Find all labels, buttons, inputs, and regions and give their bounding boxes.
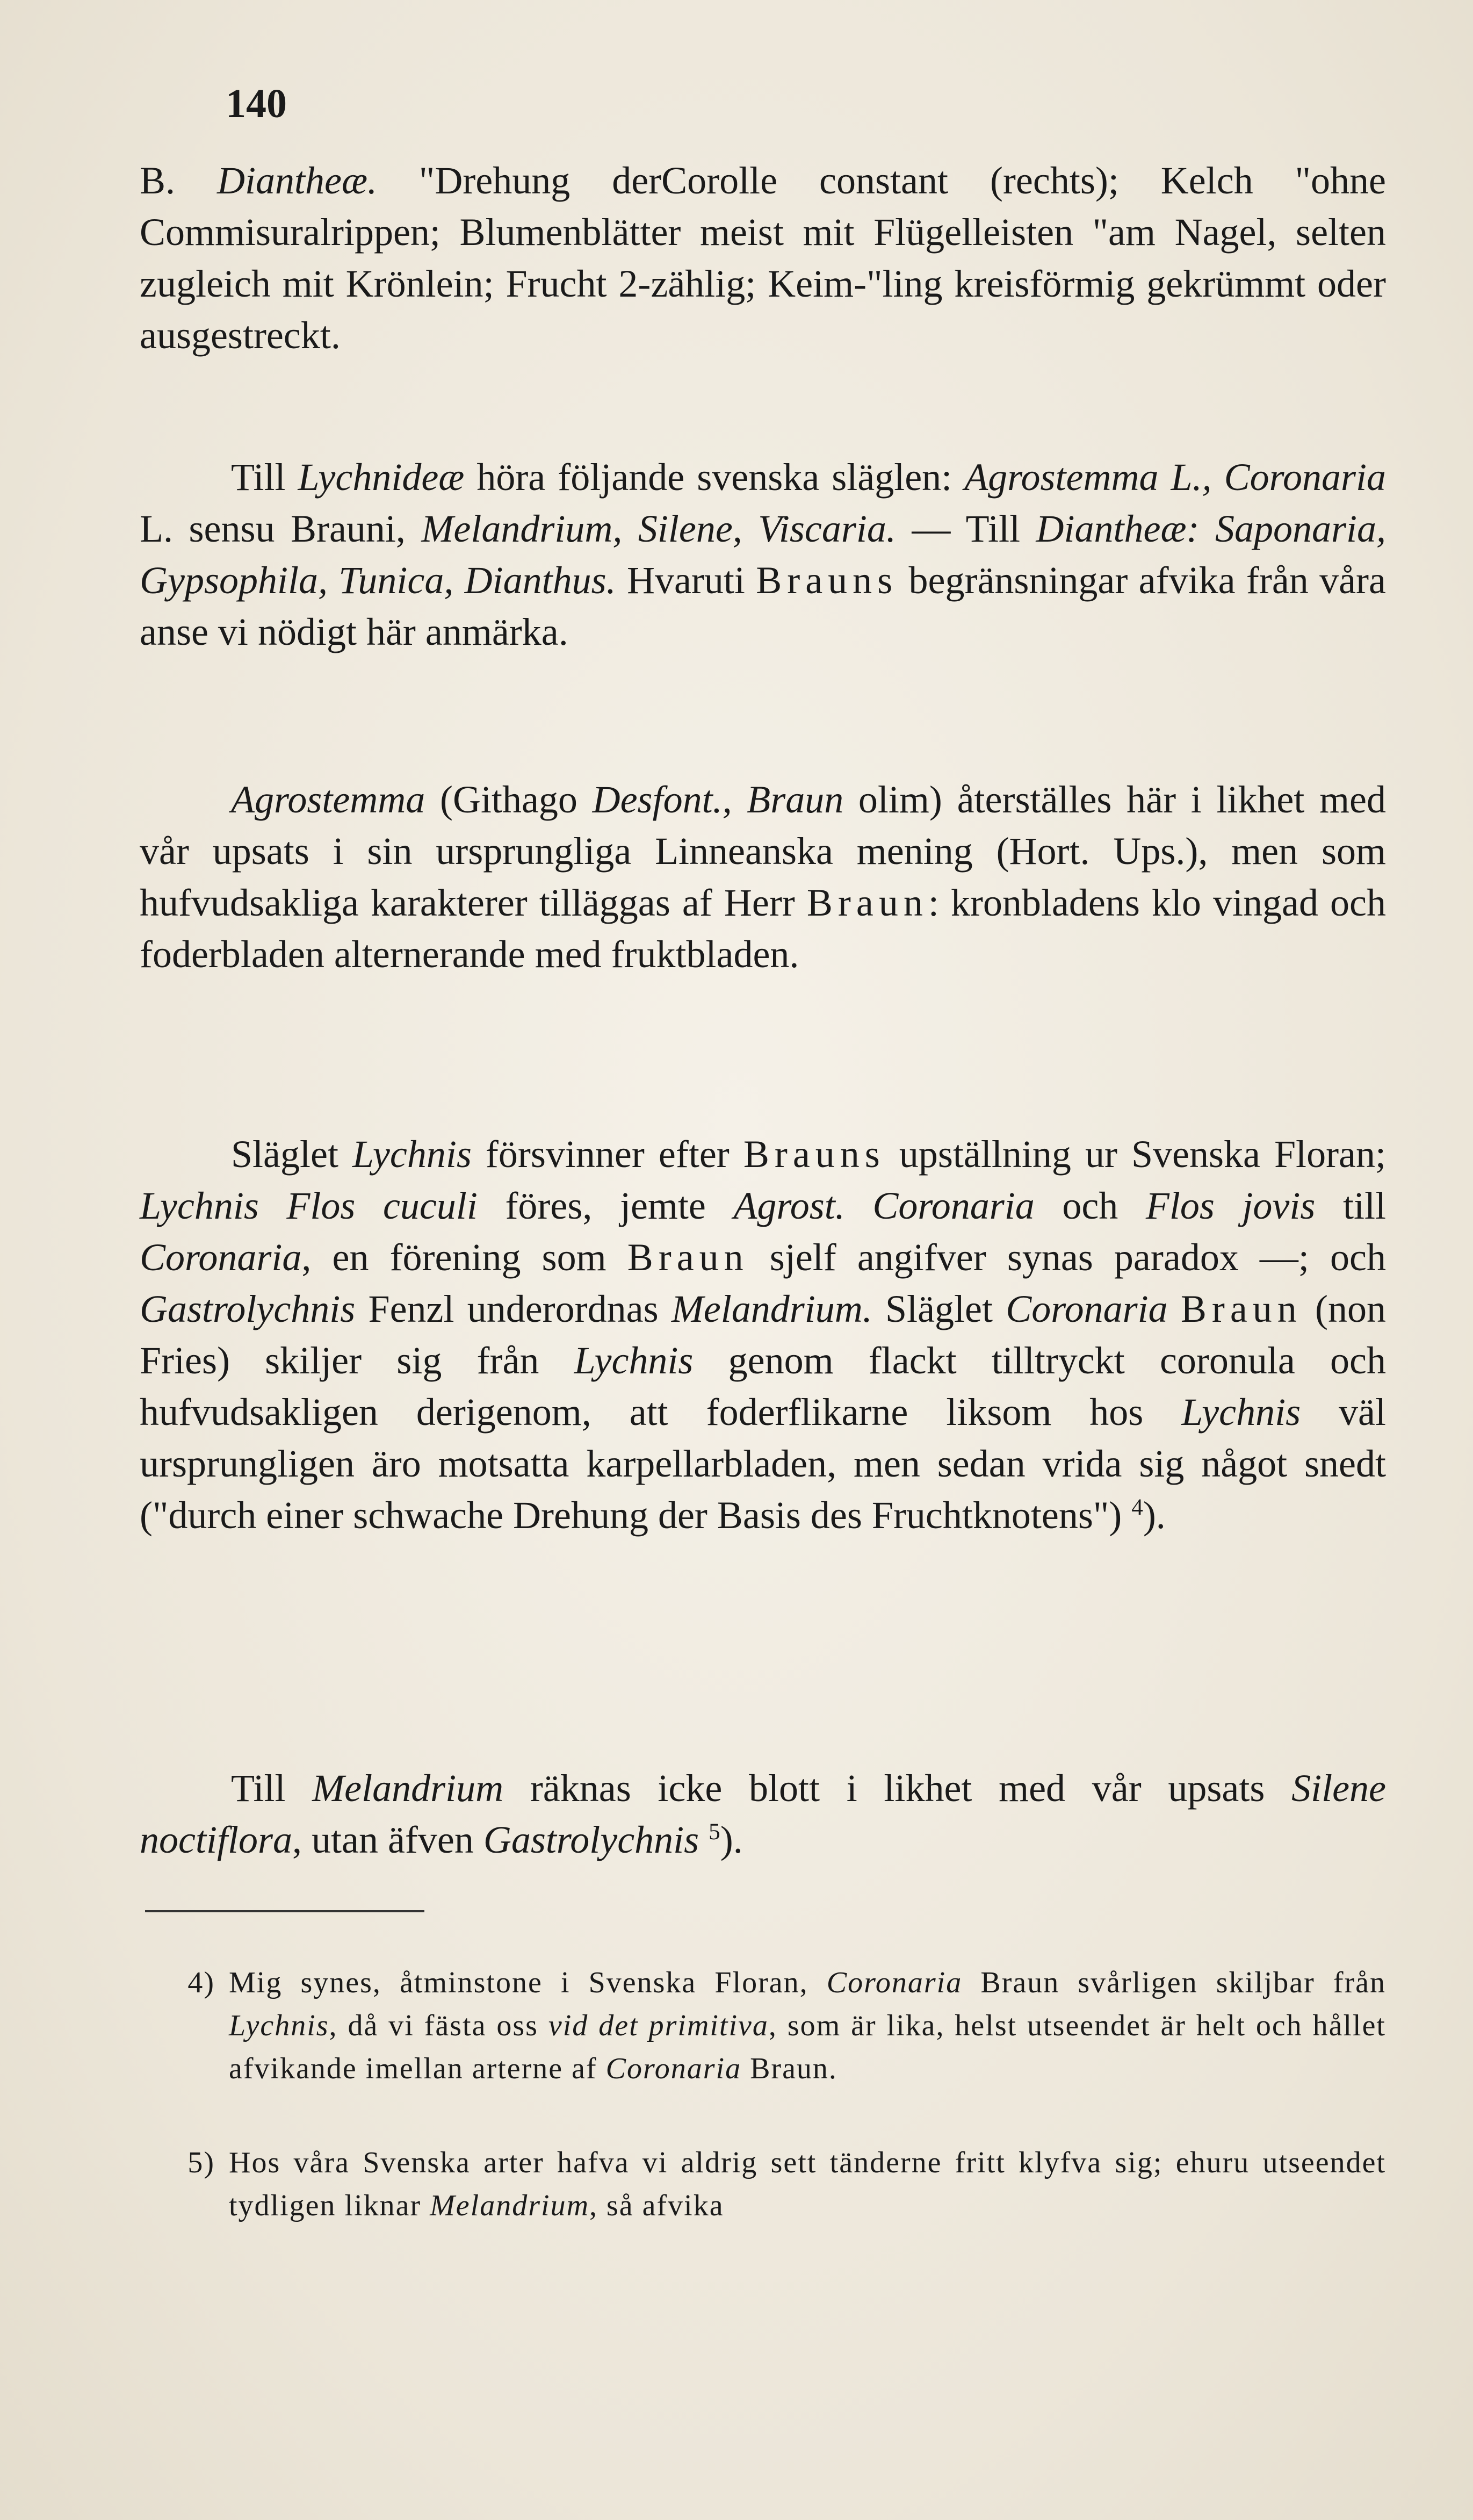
text-span: Fenzl underordnas — [355, 1287, 671, 1330]
text-span: Braun. — [741, 2052, 837, 2085]
text-span: (non Fries) skiljer sig från — [140, 1287, 1386, 1382]
text-span: B. — [140, 159, 217, 202]
paragraph-agrostemma — [140, 774, 1386, 980]
italic-span: Desfont., Braun — [592, 778, 844, 821]
text-span: (Githago — [425, 778, 593, 821]
italic-span: Lychnis — [352, 1133, 472, 1176]
text-span: upställning ur Svenska Floran; — [885, 1133, 1386, 1176]
footnote-ref[interactable]: 5 — [709, 1819, 720, 1845]
italic-span: Coronaria — [1006, 1287, 1168, 1330]
text-span: väl ursprungligen äro motsatta karpellarbladen, men sedan vrida sig något snedt ("durch einer schwache Drehung der Basis des Fruchtknotens") — [140, 1391, 1386, 1537]
italic-span: Silene noctiflora — [140, 1767, 1386, 1861]
italic-span: vid det primitiva — [548, 2009, 769, 2042]
text-span: och — [1034, 1184, 1146, 1227]
italic-span: Coronaria — [605, 2052, 742, 2085]
italic-span: Diantheæ. — [216, 159, 377, 202]
footnote-marker: 5) — [187, 2146, 215, 2179]
spaced-name: Brauns — [743, 1133, 885, 1176]
text-span: ). — [720, 1818, 743, 1861]
italic-span: Agrostemma — [231, 778, 425, 821]
paragraph-melandrium — [140, 1762, 1386, 1866]
footnote-divider — [145, 1910, 424, 1912]
text-span: Braun svårligen skiljbar från — [962, 1966, 1387, 1999]
text-span: Till — [231, 456, 298, 499]
italic-span: Lychnideæ — [298, 456, 465, 499]
italic-span: Lychnis — [229, 2009, 329, 2042]
italic-span: Lychnis — [1181, 1391, 1301, 1434]
paragraph-diantheae-definition — [140, 155, 1386, 361]
italic-span: Lychnis — [574, 1339, 694, 1382]
text-span: genom flackt tilltryckt coronula och hufvudsakligen derigenom, att foderflikarne liksom hos — [140, 1339, 1386, 1434]
paragraph-lychnis — [140, 1128, 1386, 1541]
footnote-5 — [140, 2141, 1386, 2227]
footnote-marker: 4) — [187, 1966, 215, 1999]
text-span: , utan äfven — [292, 1818, 483, 1861]
page-number: 140 — [226, 81, 287, 126]
text-span: : kronbladens klo vingad och foderbladen alternerande med fruktbladen. — [140, 881, 1387, 976]
text-span — [1168, 1287, 1181, 1330]
paragraph-genera-list — [140, 451, 1386, 658]
text-span: försvinner efter — [471, 1133, 743, 1176]
text-span: Hos våra Svenska arter hafva vi aldrig sett tänderne fritt klyfva sig; ehuru utseendet tydligen liknar — [229, 2146, 1386, 2222]
spaced-name: Braun — [627, 1236, 749, 1279]
spaced-name: Brauns — [756, 559, 898, 602]
text-span: , då vi fästa oss — [329, 2009, 548, 2042]
italic-span: Melandrium — [312, 1767, 504, 1810]
text-span: till — [1315, 1184, 1387, 1227]
text-span: ). — [1143, 1494, 1166, 1537]
text-span: sjelf angifver synas paradox —; och — [748, 1236, 1386, 1279]
italic-span: Coronaria — [826, 1966, 963, 1999]
text-span: — Till — [896, 507, 1036, 550]
italic-span: Agrostemma L., Coronaria — [964, 456, 1386, 499]
text-span: , en förening som — [301, 1236, 627, 1279]
text-span: Släglet — [231, 1133, 353, 1176]
text-span — [699, 1818, 709, 1861]
spaced-name: Braun — [1180, 1287, 1302, 1330]
italic-span: Lychnis Flos cuculi — [140, 1184, 478, 1227]
text-span: höra följande svenska släglen: — [464, 456, 965, 499]
text-span: "Drehung derCorolle constant (rechts); Kelch "ohne Commisuralrippen; Blumenblätter meist mit Flügelleisten "am Nagel, selten zugleich mit Krönlein; Frucht 2-zählig; Keim-"ling kreisförmig gekrümmt oder ausgestreckt. — [140, 159, 1386, 357]
text-span: , så afvika — [589, 2189, 724, 2222]
text-span: räknas icke blott i likhet med vår upsats — [503, 1767, 1292, 1810]
text-span: olim) återställes här i likhet med vår upsats i sin ursprungliga Linneanska mening (Hort. Ups.), men som hufvudsakliga karakterer tilläggas af Herr — [140, 778, 1386, 924]
italic-span: Agrost. Coronaria — [733, 1184, 1035, 1227]
text-span: , som är lika, helst utseendet är helt och hållet afvikande imellan arterne af — [229, 2009, 1386, 2085]
italic-span: Gastrolychnis — [140, 1287, 356, 1330]
italic-span: Gastrolychnis — [483, 1818, 699, 1861]
text-span: begränsningar afvika från våra anse vi nödigt här anmärka. — [140, 559, 1386, 653]
text-span: föres, jemte — [477, 1184, 734, 1227]
italic-span: Melandrium — [430, 2189, 590, 2222]
italic-span: Melandrium, Silene, Viscaria. — [421, 507, 896, 550]
spaced-name: Braun — [806, 881, 928, 924]
text-span: Mig synes, åtminstone i Svenska Floran, — [229, 1966, 827, 1999]
text-span: L. sensu Brauni, — [140, 507, 422, 550]
footnote-ref[interactable]: 4 — [1131, 1495, 1143, 1520]
text-span: Hvaruti — [616, 559, 756, 602]
italic-span: Coronaria — [140, 1236, 302, 1279]
text-span: Släglet — [872, 1287, 1006, 1330]
italic-span: Melandrium. — [671, 1287, 872, 1330]
italic-span: Flos jovis — [1145, 1184, 1316, 1227]
italic-span: Diantheæ: Saponaria, Gypsophila, Tunica, Dianthus. — [140, 507, 1387, 602]
text-span: Till — [231, 1767, 313, 1810]
footnote-4 — [140, 1961, 1386, 2090]
